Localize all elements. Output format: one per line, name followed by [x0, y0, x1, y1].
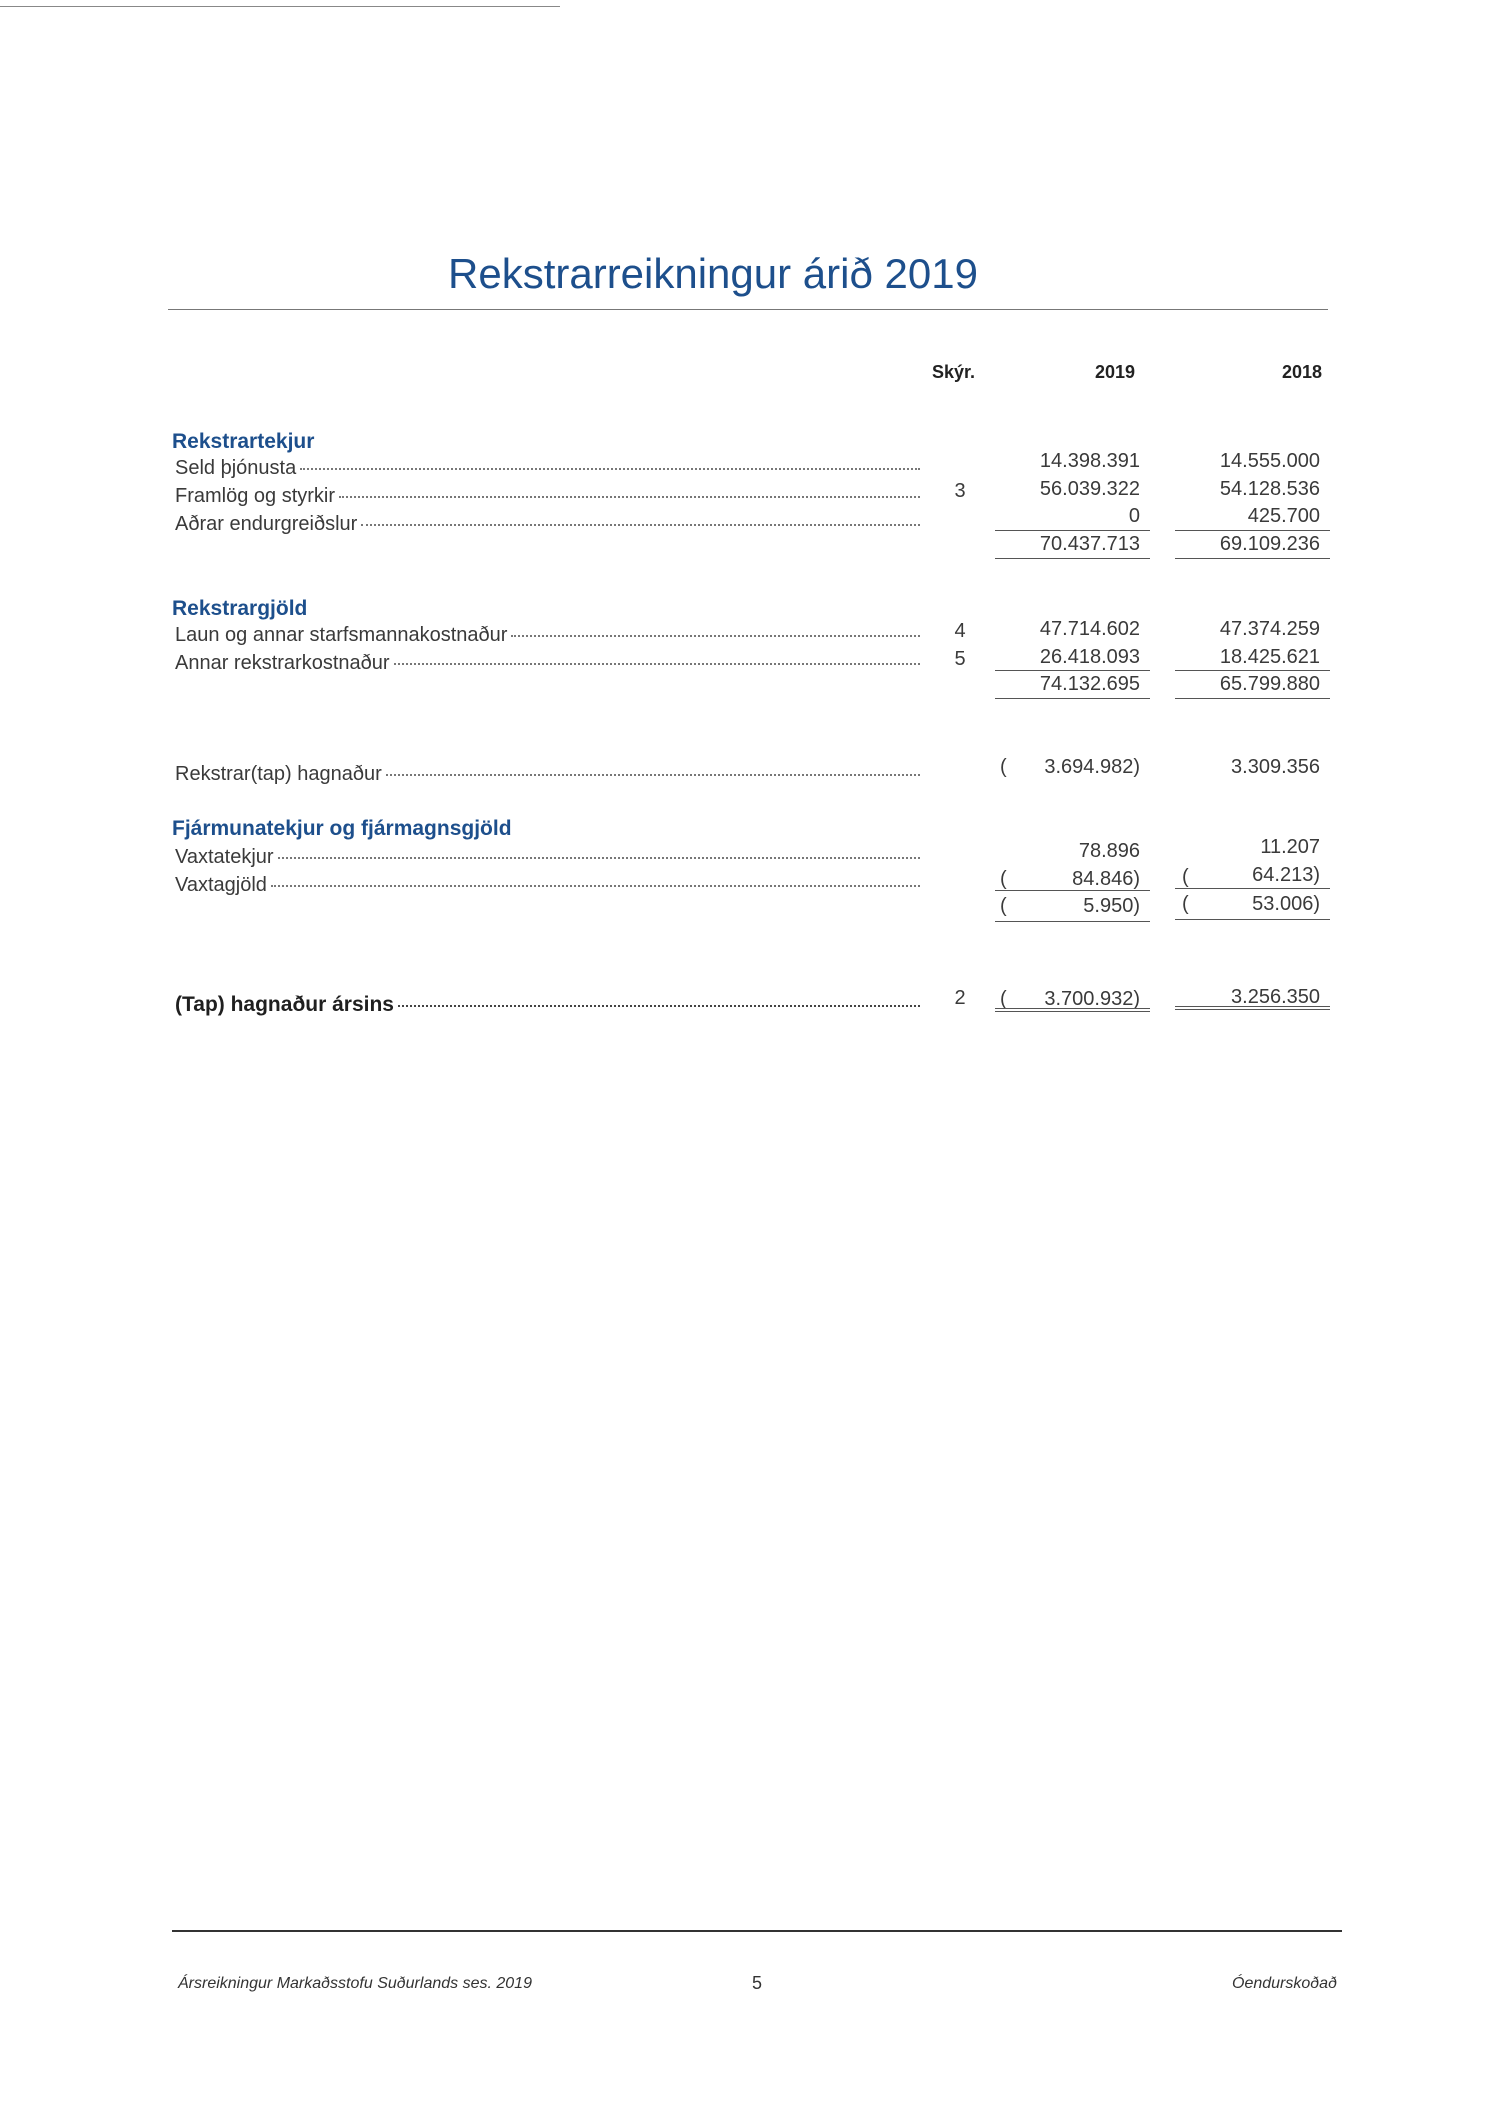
- negative-paren: (: [1182, 866, 1189, 888]
- row-label: Rekstrar(tap) hagnaður: [175, 763, 920, 786]
- title-divider: [168, 309, 1328, 310]
- net-result-2019: 3.700.932): [1044, 988, 1140, 1010]
- page-title: Rekstrarreikningur árið 2019: [448, 250, 978, 297]
- row-value-2018: 14.555.000: [1219, 450, 1320, 472]
- row-label: Vaxtatekjur: [175, 846, 920, 869]
- total-rule: [995, 698, 1150, 699]
- footer-document-title: Ársreikningur Markaðsstofu Suðurlands ses. 2019: [178, 1975, 532, 1992]
- row-label: Framlög og styrkir: [175, 485, 920, 508]
- row-label: Annar rekstrarkostnaður: [175, 652, 920, 675]
- row-value-2018: 425.700: [1247, 505, 1320, 527]
- row-label-net-result: (Tap) hagnaður ársins: [175, 993, 920, 1017]
- row-value-2019: 3.694.982): [1044, 756, 1140, 778]
- row-value-2019: 47.714.602: [1039, 618, 1140, 640]
- row-note: 4: [954, 620, 966, 642]
- col-header-2018: 2018: [1282, 362, 1323, 382]
- row-note: 5: [954, 648, 966, 670]
- row-value-2019: 0: [1128, 505, 1140, 527]
- net-result-2018: 3.256.350: [1231, 986, 1320, 1008]
- section-heading-operating-expenses: Rekstrargjöld: [172, 597, 308, 620]
- negative-paren: (: [1000, 756, 1007, 778]
- subtotal-rule: [995, 670, 1150, 671]
- double-underline: [1175, 1006, 1330, 1010]
- section-heading-operating-income: Rekstrartekjur: [172, 430, 315, 453]
- negative-paren: (: [1000, 868, 1007, 890]
- scan-edge-line: [0, 6, 560, 7]
- row-value-2018: 54.128.536: [1219, 478, 1320, 500]
- row-value-2018: 47.374.259: [1219, 618, 1320, 640]
- row-value-2019: 14.398.391: [1039, 450, 1140, 472]
- row-label: Aðrar endurgreiðslur: [175, 513, 920, 536]
- footer-divider: [172, 1930, 1342, 1932]
- row-label: Laun og annar starfsmannakostnaður: [175, 624, 920, 647]
- section-heading-financial: Fjármunatekjur og fjármagnsgjöld: [172, 817, 512, 840]
- row-note: 3: [954, 480, 966, 502]
- row-value-2019: 56.039.322: [1039, 478, 1140, 500]
- subtotal-rule: [1175, 670, 1330, 671]
- row-value-2018: 3.309.356: [1231, 756, 1320, 778]
- subtotal-2018: 53.006): [1252, 893, 1320, 915]
- negative-paren: (: [1000, 895, 1007, 917]
- row-label: Seld þjónusta: [175, 457, 920, 480]
- row-label: Vaxtagjöld: [175, 874, 920, 897]
- subtotal-rule: [1175, 888, 1330, 889]
- footer-page-number: 5: [752, 1973, 763, 1993]
- subtotal-rule: [995, 530, 1150, 531]
- subtotal-2018: 69.109.236: [1219, 533, 1320, 555]
- subtotal-2018: 65.799.880: [1219, 673, 1320, 695]
- total-rule: [995, 558, 1150, 559]
- total-rule: [1175, 698, 1330, 699]
- subtotal-2019: 70.437.713: [1039, 533, 1140, 555]
- negative-paren: (: [1000, 988, 1007, 1010]
- row-value-2018: 64.213): [1252, 864, 1320, 886]
- col-header-note: Skýr.: [932, 362, 976, 382]
- total-rule: [1175, 919, 1330, 920]
- subtotal-rule: [995, 890, 1150, 891]
- total-rule: [995, 921, 1150, 922]
- subtotal-2019: 5.950): [1083, 895, 1140, 917]
- row-value-2018: 11.207: [1260, 836, 1320, 858]
- double-underline: [995, 1008, 1150, 1012]
- total-rule: [1175, 558, 1330, 559]
- subtotal-2019: 74.132.695: [1039, 673, 1140, 695]
- row-note: 2: [954, 987, 966, 1009]
- row-value-2019: 78.896: [1078, 840, 1140, 862]
- row-value-2019: 84.846): [1072, 868, 1140, 890]
- footer-audit-status: Óendurskoðað: [1232, 1975, 1337, 1992]
- negative-paren: (: [1182, 893, 1189, 915]
- row-value-2019: 26.418.093: [1039, 646, 1140, 668]
- subtotal-rule: [1175, 530, 1330, 531]
- row-value-2018: 18.425.621: [1219, 646, 1320, 668]
- col-header-2019: 2019: [1095, 362, 1136, 382]
